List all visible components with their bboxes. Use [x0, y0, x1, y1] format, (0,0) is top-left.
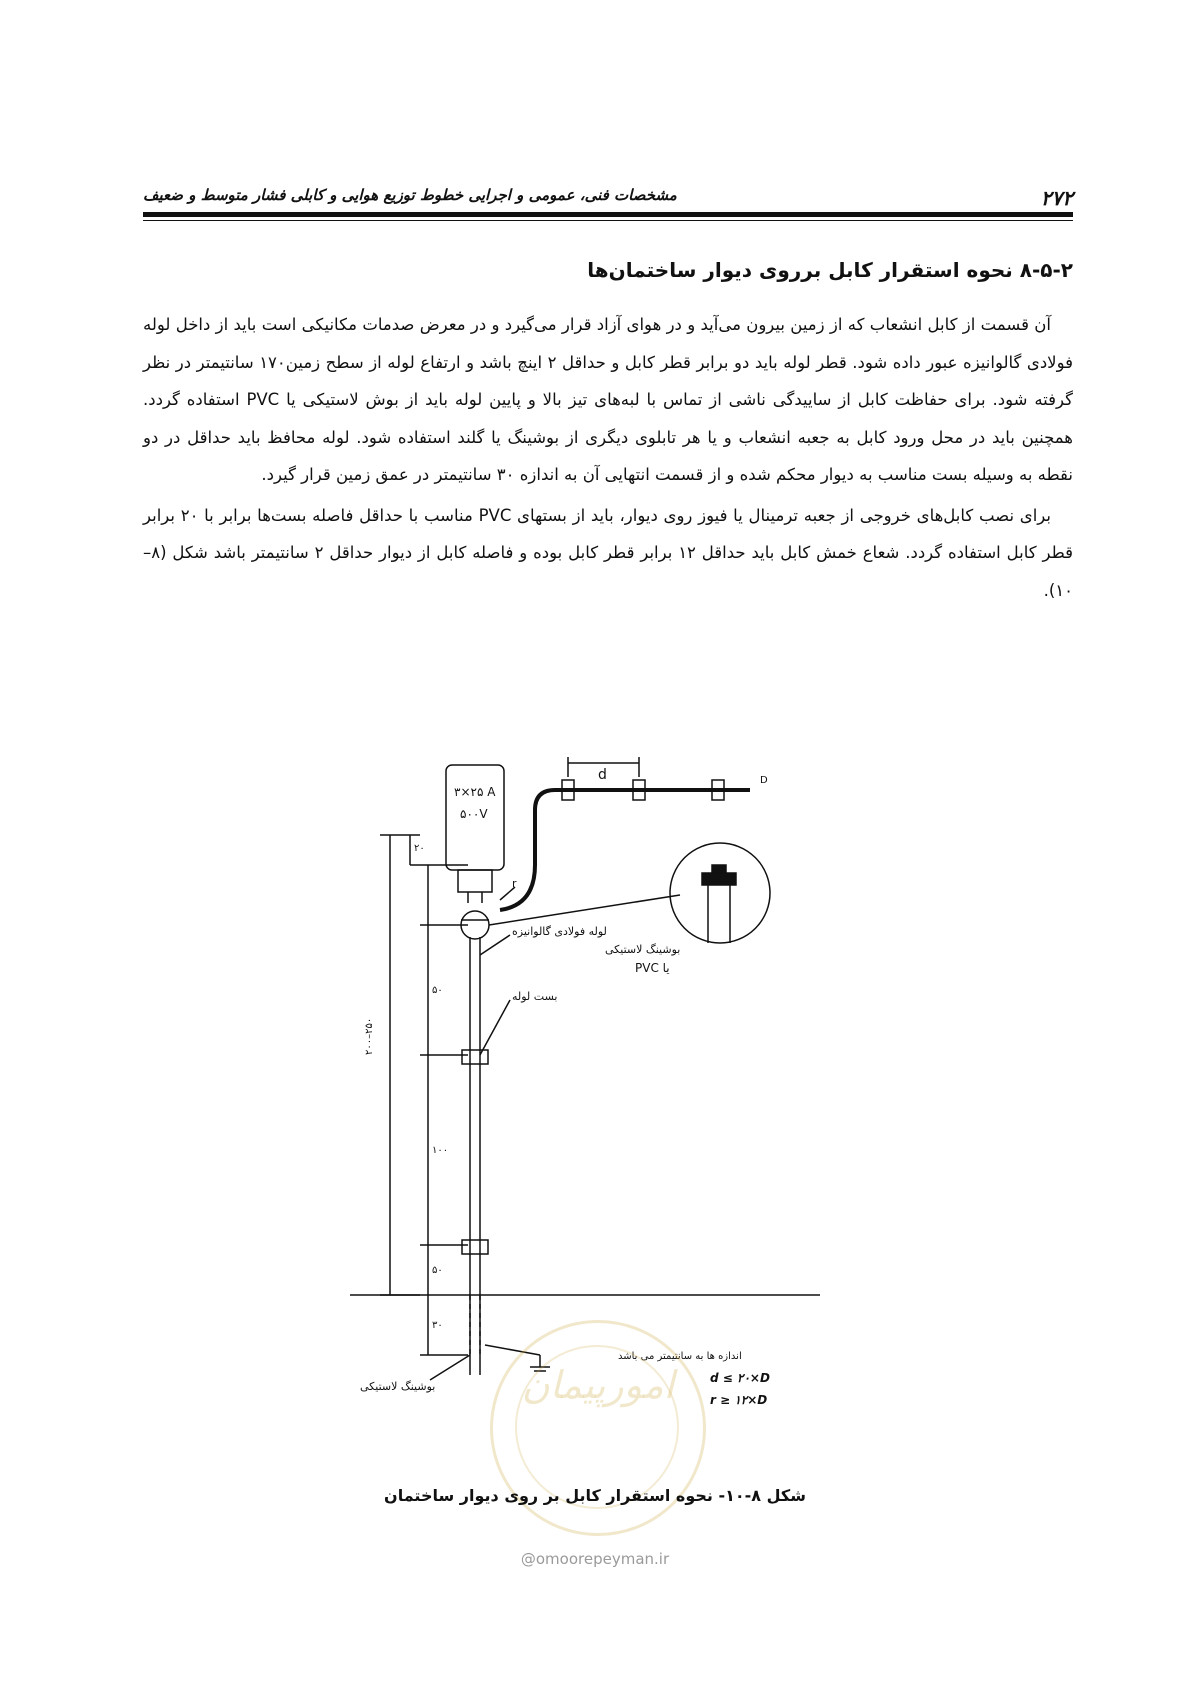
dim-50-bottom: ۵۰ [432, 1265, 443, 1276]
label-bushing-2: یا PVC [635, 961, 670, 975]
note-units: اندازه ها به سانتیمتر می باشد [618, 1351, 742, 1362]
box-rating-line1: ۳×۲۵ A [454, 785, 496, 799]
paragraph-2: برای نصب کابل‌های خروجی از جعبه ترمینال یا فیوز روی دیوار، باید از بستهای PVC مناسب با حداقل فاصله بست‌ها برابر با ۲۰ برابر قطر کابل استفاده گردد. شعاع خمش کابل باید حداقل ۱۲ برابر قطر کابل بوده و فاصله کابل از دیوار حداقل ۲ سانتیمتر باشد شکل (۸–۱۰). [143, 505, 1073, 600]
formula-d: d ≤ ۲۰×D [710, 1371, 770, 1385]
label-d: d [598, 767, 607, 783]
detail-circle [670, 843, 770, 943]
section-title: ۸-۵-۲ نحوه استقرار کابل برروی دیوار ساختمان‌ها [587, 258, 1073, 282]
page-header [143, 186, 1073, 208]
watermark-site: @omoorepeyman.ir [520, 1550, 670, 1568]
page-number: ۲۷۲ [1040, 186, 1073, 210]
dim-100: ۱۰۰ [432, 1145, 449, 1156]
box-gland [458, 870, 492, 892]
box-rating-line2: ۵۰۰V [460, 807, 488, 821]
formula-r: r ≥ ۱۲×D [710, 1393, 768, 1407]
label-D: D [760, 775, 768, 786]
dim-30: ۳۰ [432, 1320, 443, 1331]
label-clamp: بست لوله [512, 990, 558, 1003]
pipe-clamp-2 [462, 1240, 488, 1254]
header-title: مشخصات فنی، عمومی و اجرایی خطوط توزیع هوایی و کابلی فشار متوسط و ضعیف [143, 186, 677, 204]
header-rule-thin [143, 220, 1073, 221]
dim-50-top: ۵۰ [432, 985, 443, 996]
header-rule-thick [143, 212, 1073, 217]
label-bushing-1: بوشینگ لاستیکی [605, 943, 681, 956]
label-r: r [512, 877, 517, 890]
cable [500, 790, 750, 910]
watermark-text: امورپیمان [521, 1363, 675, 1407]
label-bottom-bushing: بوشینگ لاستیکی [360, 1380, 436, 1393]
pipe-clamp-1 [462, 1050, 488, 1064]
dim-20-top: ۲۰ [414, 843, 425, 854]
figure-caption: شکل ۸-۱۰- نحوه استقرار کابل بر روی دیوار ساختمان [384, 1486, 806, 1505]
label-pipe: لوله فولادی گالوانیزه [512, 925, 607, 938]
paragraph-1: آن قسمت از کابل انشعاب که از زمین بیرون می‌آید و در هوای آزاد قرار می‌گیرد و در معرض صدمات مکانیکی است باید از داخل لوله فولادی گالوانیزه عبور داده شود. قطر لوله باید دو برابر قطر کابل و حداقل ۲ اینچ باشد و ارتفاع لوله از سطح زمین۱۷۰ سانتیمتر در نظر گرفته شود. برای حفاظت کابل از ساییدگی ناشی از تماس با لبه‌های تیز بالا و پایین لوله باید از بوش لاستیکی یا PVC استفاده گردد. همچنین باید در محل ورود کابل به جعبه انشعاب و یا هر تابلوی دیگری از بوشینگ یا گلند استفاده شود. لوله محافظ باید حداقل در دو نقطه به وسیله بست مناسب به دیوار محکم شده و از قسمت انتهایی آن به اندازه ۳۰ سانتیمتر در عمق زمین قرار گیرد. [143, 315, 1074, 484]
dim-total: ۲۵۰–۲۰۰ [364, 1017, 375, 1055]
body-text [143, 306, 1073, 612]
